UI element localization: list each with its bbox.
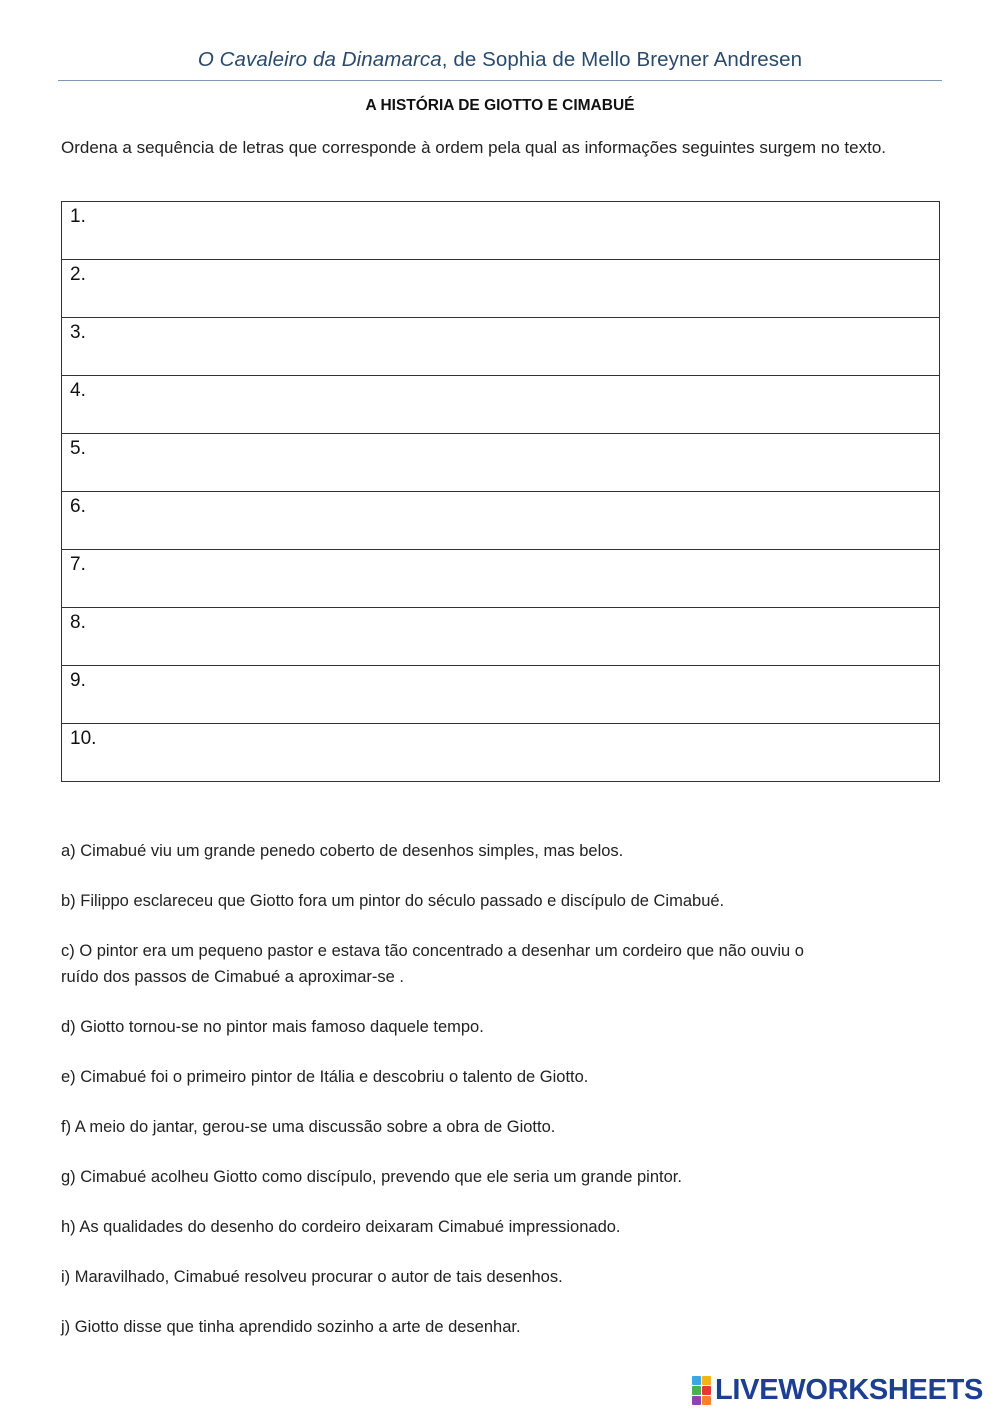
logo-text: LIVEWORKSHEETS: [715, 1373, 984, 1406]
instructions-text: Ordena a sequência de letras que corresponde à ordem pela qual as informações seguintes surgem no texto.: [61, 138, 886, 157]
logo-block: [702, 1396, 711, 1405]
answer-row[interactable]: [62, 550, 940, 608]
statement-a: a) Cimabué viu um grande penedo coberto de desenhos simples, mas belos.: [61, 842, 624, 860]
answer-cell-5[interactable]: 5.: [62, 434, 940, 492]
statement-j: j) Giotto disse que tinha aprendido sozinho a arte de desenhar.: [61, 1318, 521, 1336]
answer-cell-6[interactable]: 6.: [62, 492, 940, 550]
answer-row[interactable]: [62, 260, 940, 318]
answer-cell-8[interactable]: 8.: [62, 608, 940, 666]
answer-row[interactable]: [62, 666, 940, 724]
answer-cell-1[interactable]: 1.: [62, 202, 940, 260]
answer-row[interactable]: [62, 434, 940, 492]
header-divider: [58, 80, 942, 81]
answer-row[interactable]: [62, 202, 940, 260]
statement-c: c) O pintor era um pequeno pastor e estava tão concentrado a desenhar um cordeiro que não ouviu o ruído dos passos de Cimabué a aproximar-se .: [61, 942, 804, 986]
statement-d: d) Giotto tornou-se no pintor mais famoso daquele tempo.: [61, 1018, 484, 1036]
answer-cell-10[interactable]: 10.: [62, 724, 940, 782]
statement-h: h) As qualidades do desenho do cordeiro deixaram Cimabué impressionado.: [61, 1218, 621, 1236]
answer-cell-3[interactable]: 3.: [62, 318, 940, 376]
answer-row[interactable]: [62, 376, 940, 434]
statement-f: f) A meio do jantar, gerou-se uma discussão sobre a obra de Giotto.: [61, 1118, 556, 1136]
logo-block: [692, 1376, 701, 1385]
answer-cell-7[interactable]: 7.: [62, 550, 940, 608]
author-text: , de Sophia de Mello Breyner Andresen: [441, 48, 803, 71]
logo-blocks-icon: [692, 1376, 711, 1405]
logo-block: [692, 1386, 701, 1395]
answer-table: [61, 201, 940, 782]
answer-cell-9[interactable]: 9.: [62, 666, 940, 724]
answer-cell-4[interactable]: 4.: [62, 376, 940, 434]
answer-row[interactable]: [62, 608, 940, 666]
liveworksheets-logo: [692, 1374, 983, 1406]
answer-row[interactable]: [62, 724, 940, 782]
book-title: O Cavaleiro da Dinamarca: [197, 48, 442, 71]
logo-block: [702, 1386, 711, 1395]
statement-g: g) Cimabué acolheu Giotto como discípulo, prevendo que ele seria um grande pintor.: [61, 1168, 682, 1186]
answer-row[interactable]: [62, 318, 940, 376]
statements-list: [61, 838, 841, 1364]
logo-block: [692, 1396, 701, 1405]
logo-block: [702, 1376, 711, 1385]
answer-cell-2[interactable]: 2.: [62, 260, 940, 318]
page-title: A HISTÓRIA DE GIOTTO E CIMABUÉ: [365, 97, 635, 114]
statement-i: i) Maravilhado, Cimabué resolveu procurar o autor de tais desenhos.: [61, 1268, 563, 1286]
statement-b: b) Filippo esclareceu que Giotto fora um pintor do século passado e discípulo de Cimabué.: [61, 892, 725, 910]
statement-e: e) Cimabué foi o primeiro pintor de Itália e descobriu o talento de Giotto.: [61, 1068, 589, 1086]
document-header: [58, 48, 942, 72]
answer-row[interactable]: [62, 492, 940, 550]
